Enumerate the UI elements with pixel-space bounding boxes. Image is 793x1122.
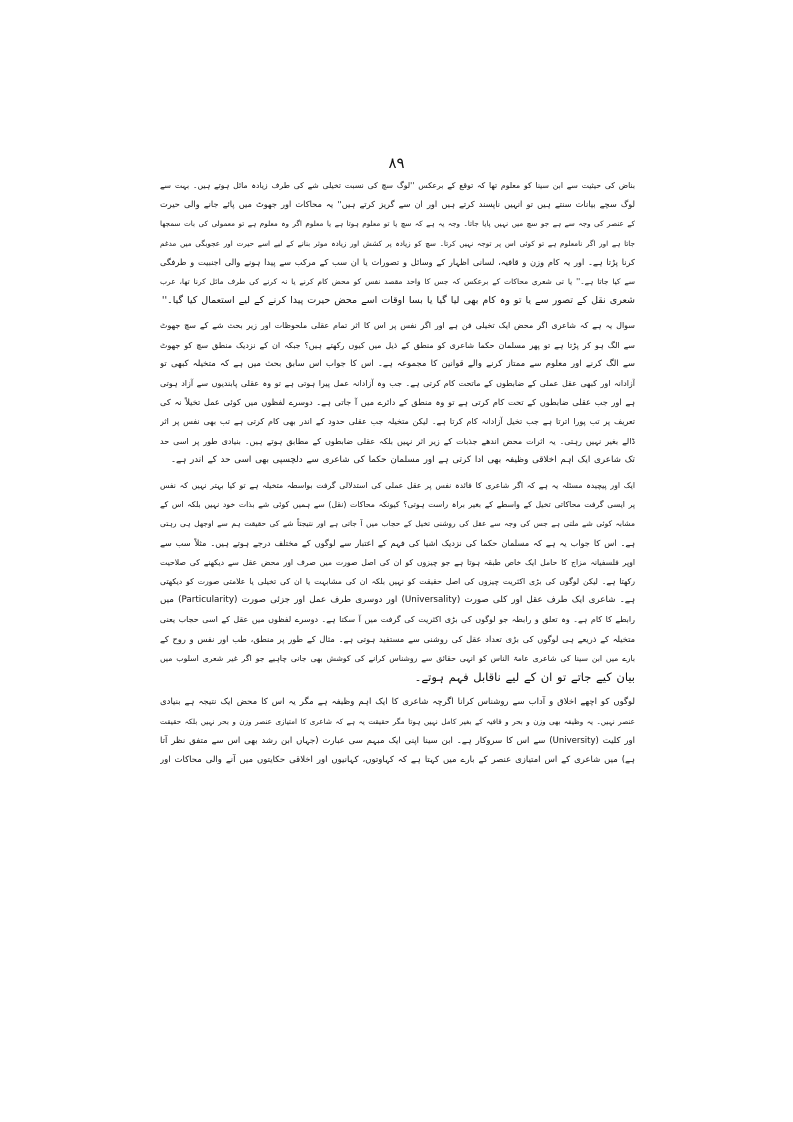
- text-line: ہے) میں شاعری کے اس امتیازی عنصر کے بارے میں کہتا ہے کہ کہاوتوں، کہانیوں اور اخلاقی حکایتوں میں آنے والی محاکات اور: [160, 754, 635, 765]
- text-line: سے کیا جاتا ہے۔'' یا تی شعری محاکات کے برعکس کہ جس کا واحد مقصد نفس کو محض کام کرنے یا نہ کرنے کی طرف مائل کرنا تھا، عرب: [160, 277, 635, 287]
- text-line: شعری نقل کے تصور سے یا تو وہ کام بھی لیا گیا یا بسا اوقات اسے محض حیرت پیدا کرنے کے لیے استعمال کیا گیا۔'': [161, 295, 635, 307]
- text-line: کے عنصر کی وجہ سے ہے جو سچ میں نہیں پایا جاتا۔ وجہ یہ ہے کہ سچ یا تو معلوم ہوتا ہے یا معلوم اگر وہ معلوم ہے تو معمولی کی بات سمجھا: [160, 219, 635, 229]
- text-line: رکھتا ہے۔ لیکن لوگوں کی بڑی اکثریت چیزوں کی اصل حقیقت کو نہیں بلکہ ان کی مشابہت یا ان کی تخیلی یا علامتی صورت کو دیکھتی: [160, 577, 635, 587]
- body-text: [160, 176, 635, 770]
- text-line: لوگوں کو اچھے اخلاق و آداب سے روشناس کرانا اگرچہ شاعری کا ایک اہم وظیفہ ہے مگر یہ اس کا محض ایک نتیجہ ہے بنیادی: [160, 697, 635, 708]
- text-line: بناض کی حیثیت سے ابن سینا کو معلوم تھا کہ توقع کے برعکس ''لوگ سچ کی نسبت تخیلی شے کی طرف زیادہ مائل ہوتے ہیں۔ بہت سے: [160, 181, 635, 190]
- paragraph-2: [160, 316, 635, 470]
- text-line: ہے۔ شاعری ایک طرف عقل اور کلی صورت (Universality) اور دوسری طرف عمل اور جزئی صورت (Particularity) میں: [160, 595, 635, 606]
- text-line: تعریف پر تب پورا اترتا ہے جب تخیل آزادانہ کام کرتا ہے۔ لیکن متخیلہ جب عقلی حدود کے اندر بھی کام کرتی ہے تب بھی نفس پر اثر: [160, 417, 635, 427]
- text-line: جاتا ہے اور اگر نامعلوم ہے تو کوئی اس پر توجہ نہیں کرتا۔ سچ کو زیادہ پر کشش اور زیادہ موثر بنانے کے لیے اسے حیرت اور عجوبگی میں مدغم: [160, 238, 635, 248]
- text-line: سے الگ ہو کر پڑتا ہے تو پھر مسلمان حکما شاعری کو منطق کے ذیل میں کیوں رکھتے ہیں؟ جبکہ ان کے نزدیک منطق سچ کو جھوٹ: [160, 340, 635, 350]
- text-line: متخیلہ کے ذریعے ہی لوگوں کی بڑی تعداد عقل کی روشنی سے مستفید ہوتی ہے۔ مثال کے طور پر منطق، طب اور نفس و روح کے: [160, 633, 635, 644]
- text-line: رابطے کا کام ہے۔ وہ تعلق و رابطہ جو لوگوں کی بڑی اکثریت کی گرفت میں آ سکتا ہے۔ دوسرے لفظوں میں عقل کے اسی حجاب یعنی: [160, 615, 635, 625]
- text-line: سے الگ کرنے اور معلوم سے ممتاز کرنے والے قوانین کا مجموعہ ہے۔ اس کا جواب اس سابق بحث میں ہے کہ متخیلہ کبھی تو: [160, 358, 635, 369]
- paragraph-1: [160, 176, 635, 310]
- text-line: عنصر نہیں۔ یہ وظیفہ بھی وزن و بحر و قافیہ کے بغیر کامل نہیں ہوتا مگر حقیقت یہ ہے کہ شاعری کا امتیازی عنصر وزن و بحر نہیں بلکہ حقیقت: [160, 717, 635, 727]
- text-line: اور کلیت (University) سے اس کا سروکار ہے۔ ابن سینا اپنی ایک مبہم سی عبارت (جہاں ابن رشد بھی اس سے متفق نظر آتا: [160, 735, 635, 746]
- text-line: ہے۔ اس کا جواب یہ ہے کہ مسلمان حکما کی نزدیک اشیا کی فہم کے اعتبار سے لوگوں کے مختلف درجے ہوتے ہیں۔ مثلاً سب سے: [160, 537, 635, 548]
- text-line: بارے میں ابن سینا کی شاعری عامۃ الناس کو انہی حقائق سے روشناس کرانے کی کوشش بھی جانی چاہیے جو اگر غیر شعری اسلوب میں: [160, 653, 635, 663]
- text-line: ڈالے بغیر نہیں رہتی۔ یہ اثرات محض اندھے جذبات کے زیر اثر نہیں بلکہ عقلی ضابطوں کے مطابق ہوتے ہیں۔ بنیادی طور پر اسی حد: [160, 436, 635, 446]
- text-line: تک شاعری ایک اہم اخلاقی وظیفہ بھی ادا کرتی ہے اور مسلمان حکما کی شاعری سے دلچسپی بھی اسی حد کے اندر ہے۔: [170, 454, 635, 465]
- text-line: سوال یہ ہے کہ شاعری اگر محض ایک تخیلی فن ہے اور اگر نفس پر اس کا اثر تمام عقلی ملحوظات اور زیر بحث شے کے سچ جھوٹ: [160, 321, 635, 331]
- page-number: ٨٩: [388, 154, 405, 172]
- text-line: آزادانہ اور کبھی عقل عملی کے ضابطوں کے ماتحت کام کرتی ہے۔ جب وہ آزادانہ عمل پیرا ہوتی ہے تو وہ عقلی پابندیوں سے آزاد ہوتی: [160, 379, 635, 389]
- text-line: پر ایسی گرفت محاکاتی تخیل کے واسطے کے بغیر براہ راست ہوتی؟ کیونکہ محاکات (نقل) سے ہمیں کوئی شے بذات خود نہیں بلکہ اس کے: [160, 500, 635, 510]
- text-line: اوپر فلسفیانہ مزاج کا حامل ایک خاص طبقہ ہوتا ہے جو چیزوں کو ان کی اصل صورت میں صرف اور محض عقل سے دیکھنے کی صلاحیت: [160, 557, 635, 567]
- paragraph-4: [160, 693, 635, 770]
- text-line: بیان کیے جاتے تو ان کے لیے ناقابل فہم ہوتے۔: [414, 670, 635, 685]
- text-line: کرنا پڑتا ہے۔ اور یہ کام وزن و قافیہ، لسانی اظہار کے وسائل و تصورات یا ان سب کے مرکب سے پیدا ہونے والی اجنبیت و طرفگی: [160, 256, 635, 267]
- text-line: مشابہ کوئی شے ملتی ہے جس کی وجہ سے عقل کی روشنی تخیل کے حجاب میں آ جاتی ہے اور نتیجتاً شے کی حقیقت ہم سے اوجھل ہی رہتی: [160, 519, 635, 529]
- text-line: ہے اور جب عقلی ضابطوں کے تحت کام کرتی ہے تو وہ منطق کے دائرے میں آ جاتی ہے۔ دوسرے لفظوں میں کوئی عمل تخیلاً نہ کی: [160, 397, 635, 408]
- text-line: لوگ سچے بیانات سنتے ہیں تو انہیں ناپسند کرتے ہیں اور ان سے گریز کرتے ہیں'' یہ محاکات اور جھوٹ میں پائے جانے والی حیرت: [160, 199, 635, 210]
- paragraph-3: [160, 476, 635, 687]
- text-line: ایک اور پیچیدہ مسئلہ یہ ہے کہ اگر شاعری کا فائدہ نفس پر عقل عملی کی استدلالی گرفت بواسطہ متخیلہ ہے تو کیا بہتر نہیں کہ نفس: [160, 481, 635, 491]
